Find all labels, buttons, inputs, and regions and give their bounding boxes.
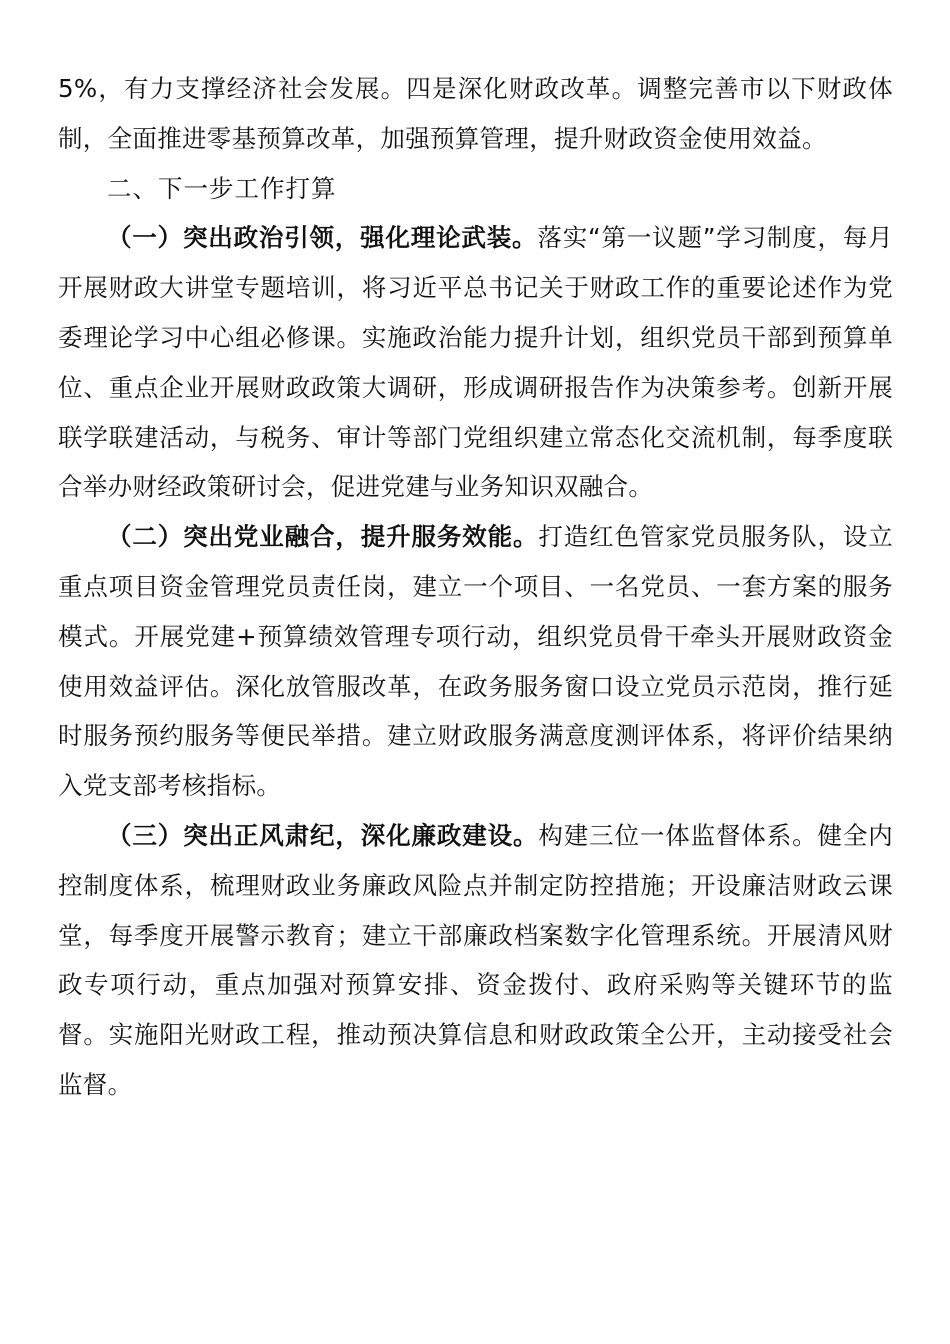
item-body-3: 构建三位一体监督体系。健全内控制度体系，梳理财政业务廉政风险点并制定防控措施；开设廉洁财政云课堂，每季度开展警示教育；建立干部廉政档案数字化管理系统。开展清风财政专项行动，重点加强对预算安排、资金拨付、政府采购等关键环节的监督。实施阳光财政工程，推动预决算信息和财政政策全公开，主动接受社会监督。: [58, 820, 893, 1099]
item-title-3: （三）突出正风肃纪，深化廉政建设。: [107, 820, 539, 850]
item-body-2: 打造红色管家党员服务队，设立重点项目资金管理党员责任岗，建立一个项目、一名党员、一套方案的服务模式。开展党建+预算绩效管理专项行动，组织党员骨干牵头开展财政资金使用效益评估。深化放管服改革，在政务服务窗口设立党员示范岗，推行延时服务预约服务等便民举措。建立财政服务满意度测评体系，将评价结果纳入党支部考核指标。: [58, 522, 893, 801]
item-paragraph-1: [58, 213, 893, 512]
item-body-1: 落实“第一议题”学习制度，每月开展财政大讲堂专题培训，将习近平总书记关于财政工作的重要论述作为党委理论学习中心组必修课。实施政治能力提升计划，组织党员干部到预算单位、重点企业开展财政政策大调研，形成调研报告作为决策参考。创新开展联学联建活动，与税务、审计等部门党组织建立常态化交流机制，每季度联合举办财经政策研讨会，促进党建与业务知识双融合。: [58, 223, 893, 502]
section-heading: 二、下一步工作打算: [107, 173, 337, 203]
item-title-1: （一）突出政治引领，强化理论武装。: [107, 223, 538, 253]
continuation-paragraph: 5%，有力支撑经济社会发展。四是深化财政改革。调整完善市以下财政体制，全面推进零基预算改革，加强预算管理，提升财政资金使用效益。: [58, 74, 893, 153]
item-paragraph-3: [58, 811, 893, 1110]
item-title-2: （二）突出党业融合，提升服务效能。: [107, 522, 539, 552]
document-page: [58, 64, 893, 1110]
item-paragraph-2: [58, 512, 893, 811]
